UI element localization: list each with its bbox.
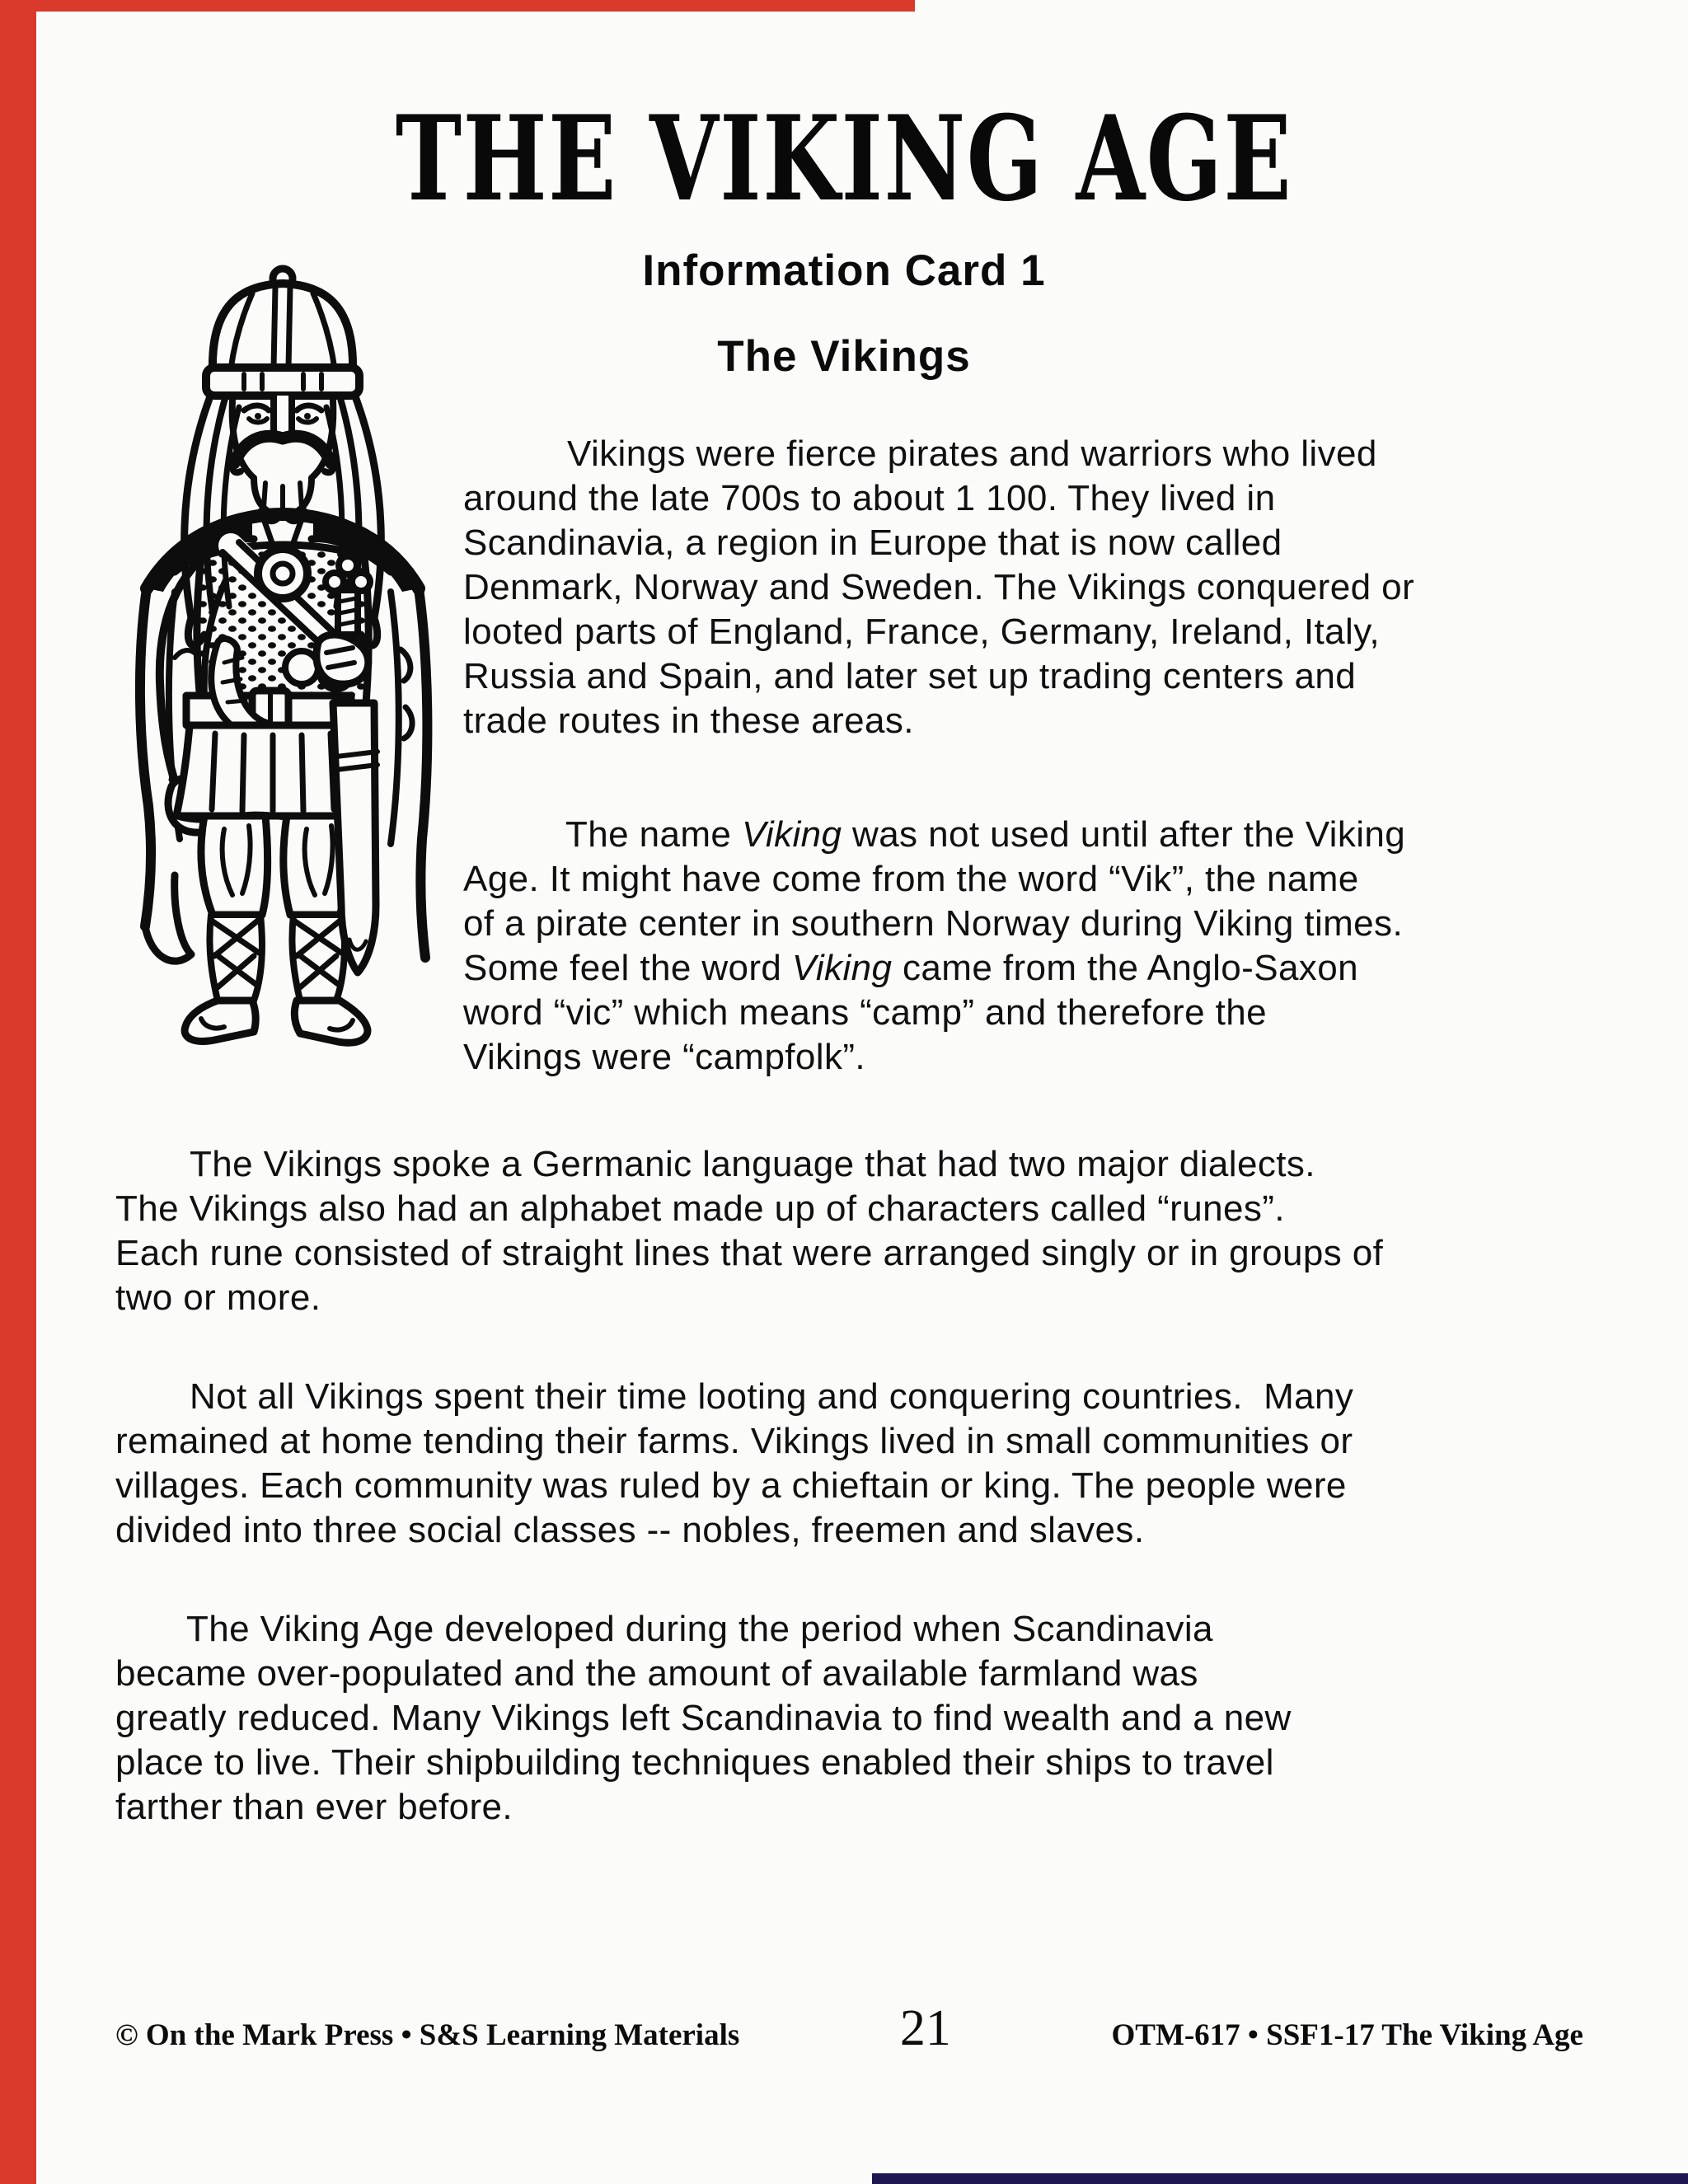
scan-edge-left-red-bar	[0, 0, 36, 2184]
scan-edge-bottom-navy-bar	[872, 2173, 1688, 2184]
info-card-subtitle: Information Card 1	[642, 246, 1046, 295]
scan-edge-top-red-bar	[0, 0, 915, 12]
footer-product-code: OTM-617 • SSF1-17 The Viking Age	[1111, 2018, 1583, 2052]
viking-warrior-illustration	[129, 262, 435, 1080]
trousers	[201, 816, 349, 915]
paragraph-communities: Not all Vikings spent their time looting and conquering countries. Many remained at home tending their farms. Vikings lived in small communities or villages. Each community was ruled by a chieftain or king. The people were divided into three social classes -- nobles, freemen and slaves.	[115, 1376, 1354, 1550]
section-heading: The Vikings	[717, 332, 971, 381]
footer-page-number: 21	[899, 2000, 951, 2056]
paragraph-viking-age-development: The Viking Age developed during the period when Scandinavia became over-populated and the amount of available farmland was greatly reduced. Many Vikings left Scandinavia to find wealth and a new place to live. Their shipbuilding techniques enabled their ships to travel farther than ever before.	[115, 1609, 1292, 1827]
footer-copyright: © On the Mark Press • S&S Learning Materials	[115, 2018, 740, 2052]
paragraph-name-origin: The name Viking was not used until after the Viking Age. It might have come from the word “Vik”, the name of a pirate center in southern Norway during Viking times. Some feel the word Viking came from the Anglo-Saxon word “vic” which means “camp” and therefore the Vikings were “campfolk”.	[463, 814, 1406, 1077]
page-footer	[115, 1999, 1583, 2057]
viking-warrior-icon	[129, 262, 435, 1080]
page-title: THE VIKING AGE	[395, 91, 1293, 227]
shoes	[185, 1001, 368, 1043]
paragraph-intro-vikings: Vikings were fierce pirates and warriors who lived around the late 700s to about 1 100. They lived in Scandinavia, a region in Europe that is now called Denmark, Norway and Sweden. The Vikings conquered or looted parts of England, France, Germany, Ireland, Italy, Russia and Spain, and later set up trading centers and trade routes in these areas.	[463, 434, 1415, 741]
brooch	[258, 549, 307, 598]
paragraph-language-runes: The Vikings spoke a Germanic language that had two major dialects. The Vikings also had an alphabet made up of characters called “runes”. Each rune consisted of straight lines that were arranged singly or in groups of two or more.	[115, 1144, 1384, 1318]
cross-garters	[209, 915, 345, 1001]
helmet	[206, 269, 359, 396]
